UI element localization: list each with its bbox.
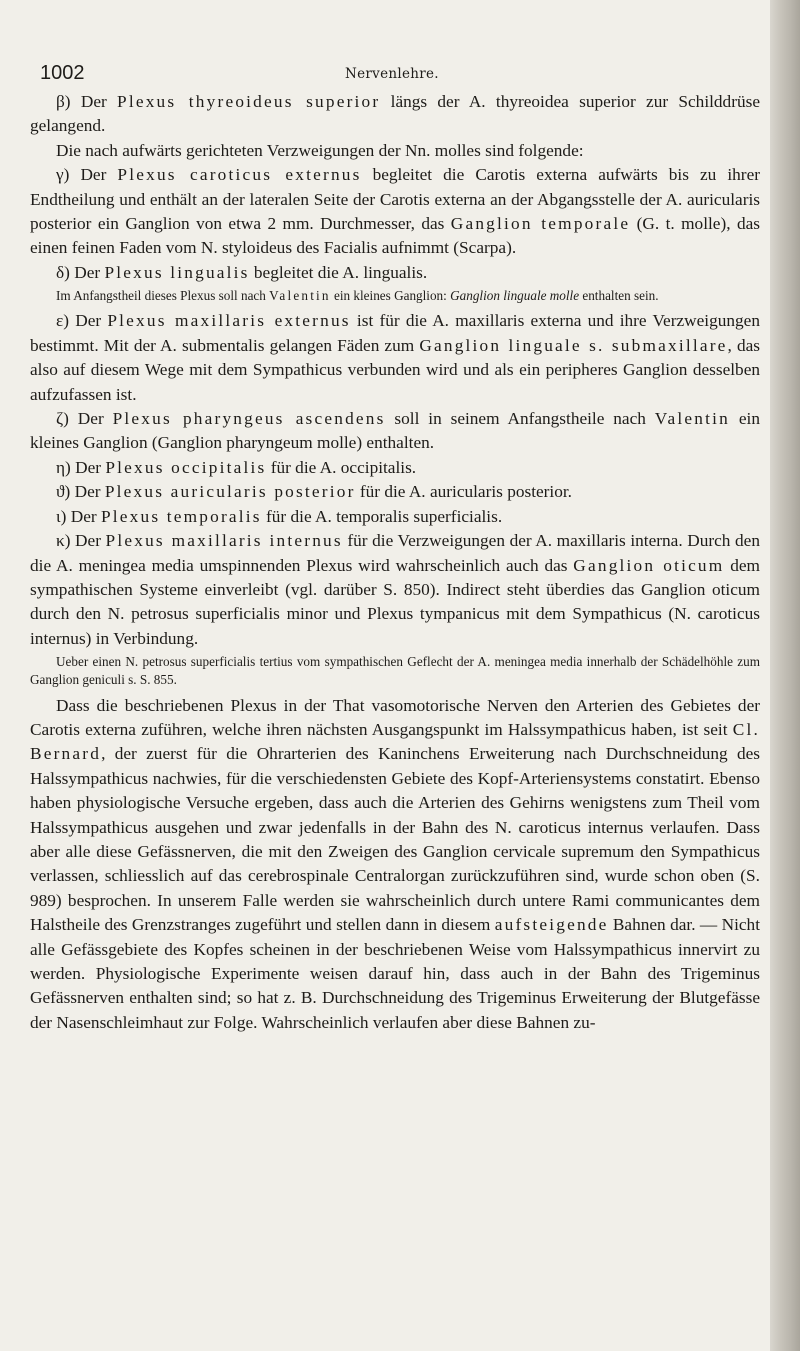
paragraph-plexus-caroticus-externus: γ) Der Plexus caroticus externus begleitet die Carotis externa aufwärts bis zu ihrer Endtheilung und enthält an der lateralen Seite der Carotis externa an der Abgangsstelle der A. auricularis posterior ein Ganglion von etwa 2 mm. Durchmesser, das Ganglion temporale (G. t. molle), das einen feinen Faden vom N. styloideus des Facialis aufnimmt (Scarpa). — [30, 165, 760, 258]
paragraph-plexus-maxillaris-internus: κ) Der Plexus maxillaris internus für die Verzweigungen der A. maxillaris interna. Durch den die A. meningea media umspinnenden Plexus wird wahrscheinlich auch das Ganglion oticum dem sympathischen Systeme einverleibt (vgl. darüber S. 850). Indirect steht überdies das Ganglion oticum durch den N. petrosus superficialis minor und Plexus tympanicus mit dem Sympathicus (N. caroticus internus) in Verbindung. — [30, 531, 760, 648]
paragraph-plexus-occipitalis: η) Der Plexus occipitalis für die A. occipitalis. — [56, 457, 417, 477]
page-header — [40, 62, 760, 90]
footnote-ganglion-linguale: Im Anfangstheil dieses Plexus soll nach Valentin ein kleines Ganglion: Ganglion linguale molle enthalten sein. — [56, 288, 659, 304]
paragraph-plexus-pharyngeus: ζ) Der Plexus pharyngeus ascendens soll in seinem Anfangstheile nach Valentin ein kleines Ganglion (Ganglion pharyngeum molle) enthalten. — [30, 409, 760, 453]
page-edge-shadow — [770, 0, 800, 1351]
paragraph-plexus-thyreoideus: β) Der Plexus thyreoideus superior längs der A. thyreoidea superior zur Schilddrüse gelangend. — [30, 92, 760, 136]
page-number: 1002 — [40, 62, 85, 84]
paragraph-plexus-lingualis: δ) Der Plexus lingualis begleitet die A. lingualis. — [56, 262, 428, 282]
paragraph-intro-upward: Die nach aufwärts gerichteten Verzweigungen der Nn. molles sind folgende: — [56, 140, 584, 160]
paragraph-plexus-maxillaris-externus: ε) Der Plexus maxillaris externus ist für die A. maxillaris externa und ihre Verzweigungen bestimmt. Mit der A. submentalis gelangen Fäden zum Ganglion linguale s. submaxillare, das also auf diesem Wege mit dem Sympathicus verbunden wird und als ein peripheres Ganglion desselben aufzufassen ist. — [30, 311, 760, 404]
running-title: Nervenlehre. — [345, 66, 439, 82]
text-column — [30, 90, 760, 1035]
footnote-petrosus-tertius: Ueber einen N. petrosus superficialis tertius vom sympathischen Geflecht der A. meningea media innerhalb der Schädelhöhle zum Ganglion geniculi s. S. 855. — [30, 654, 760, 688]
paragraph-plexus-auricularis: ϑ) Der Plexus auricularis posterior für die A. auricularis posterior. — [56, 482, 572, 502]
paragraph-closing: Dass die beschriebenen Plexus in der That vasomotorische Nerven den Arterien des Gebietes der Carotis externa zuführen, welche ihren nächsten Ausgangspunkt im Halssympathicus haben, ist seit Cl. Bernard, der zuerst für die Ohrarterien des Kaninchens Erweiterung nach Durchschneidung des Halssympathicus nachwies, für die verschiedensten Gebiete des Kopf-Arteriensystems constatirt. Ebenso haben physiologische Versuche ergeben, dass auch die Arterien des Gehirns wenigstens zum Theil vom Halssympathicus ausgehen und zwar jedenfalls in der Bahn des N. caroticus internus verlaufen. Dass aber alle diese Gefässnerven, die mit den Zweigen des Ganglion cervicale supremum den Sympathicus verlassen, schliesslich auf das cerebrospinale Centralorgan zurückzuführen sind, wurde schon oben (S. 989) besprochen. In unserem Falle werden sie wahrscheinlich durch untere Rami communicantes dem Halstheile des Grenzstranges zugeführt und stellen dann in diesem aufsteigende Bahnen dar. — Nicht alle Gefässgebiete des Kopfes scheinen in der beschriebenen Weise vom Halssympathicus innervirt zu werden. Physiologische Experimente weisen darauf hin, dass auch in der Bahn des Trigeminus Gefässnerven enthalten sind; so hat z. B. Durchschneidung des Trigeminus Erweiterung der Blutgefässe der Nasenschleimhaut zur Folge. Wahrscheinlich verlaufen aber diese Bahnen zu- — [30, 695, 760, 1032]
paragraph-plexus-temporalis: ι) Der Plexus temporalis für die A. temporalis superficialis. — [56, 506, 503, 526]
